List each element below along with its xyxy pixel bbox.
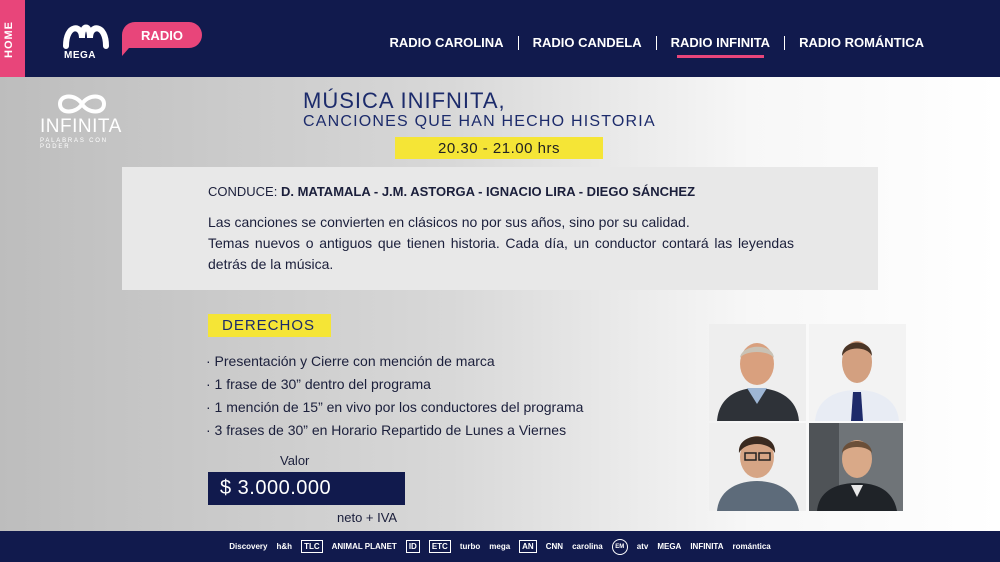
program-description (208, 212, 794, 275)
host-photo-2 (809, 324, 906, 421)
program-title: MÚSICA INIFNITA, (303, 88, 506, 113)
channel-logo: turbo (459, 542, 481, 551)
channel-logo: Discovery (229, 542, 268, 551)
rights-heading: DERECHOS (208, 314, 331, 337)
hosts-names: D. MATAMALA - J.M. ASTORGA - IGNACIO LIRA - DIEGO SÁNCHEZ (280, 184, 696, 199)
host-photo-1 (709, 324, 806, 421)
nav-radio-candela[interactable]: RADIO CANDELA (532, 35, 642, 50)
channel-logo: mega (489, 542, 511, 551)
program-info-box (122, 167, 878, 290)
channel-logo: AN (519, 540, 537, 553)
home-tab[interactable] (0, 0, 25, 77)
channel-logo: CNN (545, 542, 564, 551)
rights-item: · 1 mención de 15” en vivo por los conductores del programa (206, 399, 584, 415)
nav-radio-carolina[interactable]: RADIO CAROLINA (389, 35, 504, 50)
host-photo-3 (709, 423, 806, 511)
channel-logo: ID (406, 540, 420, 553)
rights-item: · 3 frases de 30” en Horario Repartido de Lunes a Viernes (206, 422, 567, 438)
channel-logo: atv (636, 542, 649, 551)
rights-item: · Presentación y Cierre con mención de marca (206, 353, 495, 369)
infinity-icon (54, 90, 110, 118)
infinita-logo-name: INFINITA (40, 116, 122, 137)
brand-name: MEGA (64, 50, 96, 61)
nav-radio-romantica[interactable]: RADIO ROMÁNTICA (799, 35, 924, 50)
channel-logo: romántica (732, 542, 771, 551)
home-label: HOME (3, 21, 15, 58)
infinita-logo-slogan: PALABRAS CON PODER (40, 138, 108, 150)
channel-logo: ETC (429, 540, 451, 553)
channel-logo: INFINITA (690, 542, 724, 551)
nav-radio-infinita[interactable]: RADIO INFINITA (657, 35, 784, 50)
radio-section-badge[interactable]: RADIO (122, 22, 202, 48)
channel-logo: carolina (572, 542, 603, 551)
rights-list (206, 350, 583, 442)
station-nav (375, 35, 938, 50)
top-header (0, 0, 1000, 77)
channel-logos-bar (0, 531, 1000, 562)
conduce-label: CONDUCE: (208, 184, 278, 199)
channel-logo: TLC (301, 540, 323, 553)
channel-logo: h&h (276, 542, 293, 551)
channel-logo: ANIMAL PLANET (331, 542, 397, 551)
program-subtitle: CANCIONES QUE HAN HECHO HISTORIA (303, 113, 656, 130)
schedule-badge: 20.30 - 21.00 hrs (395, 137, 603, 159)
rights-item: · 1 frase de 30” dentro del programa (206, 376, 431, 392)
description-line-2: Temas nuevos o antiguos que tienen historia. Cada día, un conductor contará las leyendas detrás de la música. (208, 235, 794, 272)
description-line-1: Las canciones se convierten en clásicos no por sus años, sino por su calidad. (208, 214, 690, 230)
price-label: Valor (280, 453, 310, 468)
infinita-logo (40, 90, 130, 150)
channel-logo: MEGA (657, 542, 682, 551)
host-photo-4 (809, 423, 903, 511)
program-slide (0, 77, 1000, 531)
price-note: neto + IVA (337, 510, 398, 525)
price-amount: $ 3.000.000 (208, 472, 405, 505)
hosts-line (208, 184, 695, 199)
channel-logo: EM (612, 539, 628, 555)
